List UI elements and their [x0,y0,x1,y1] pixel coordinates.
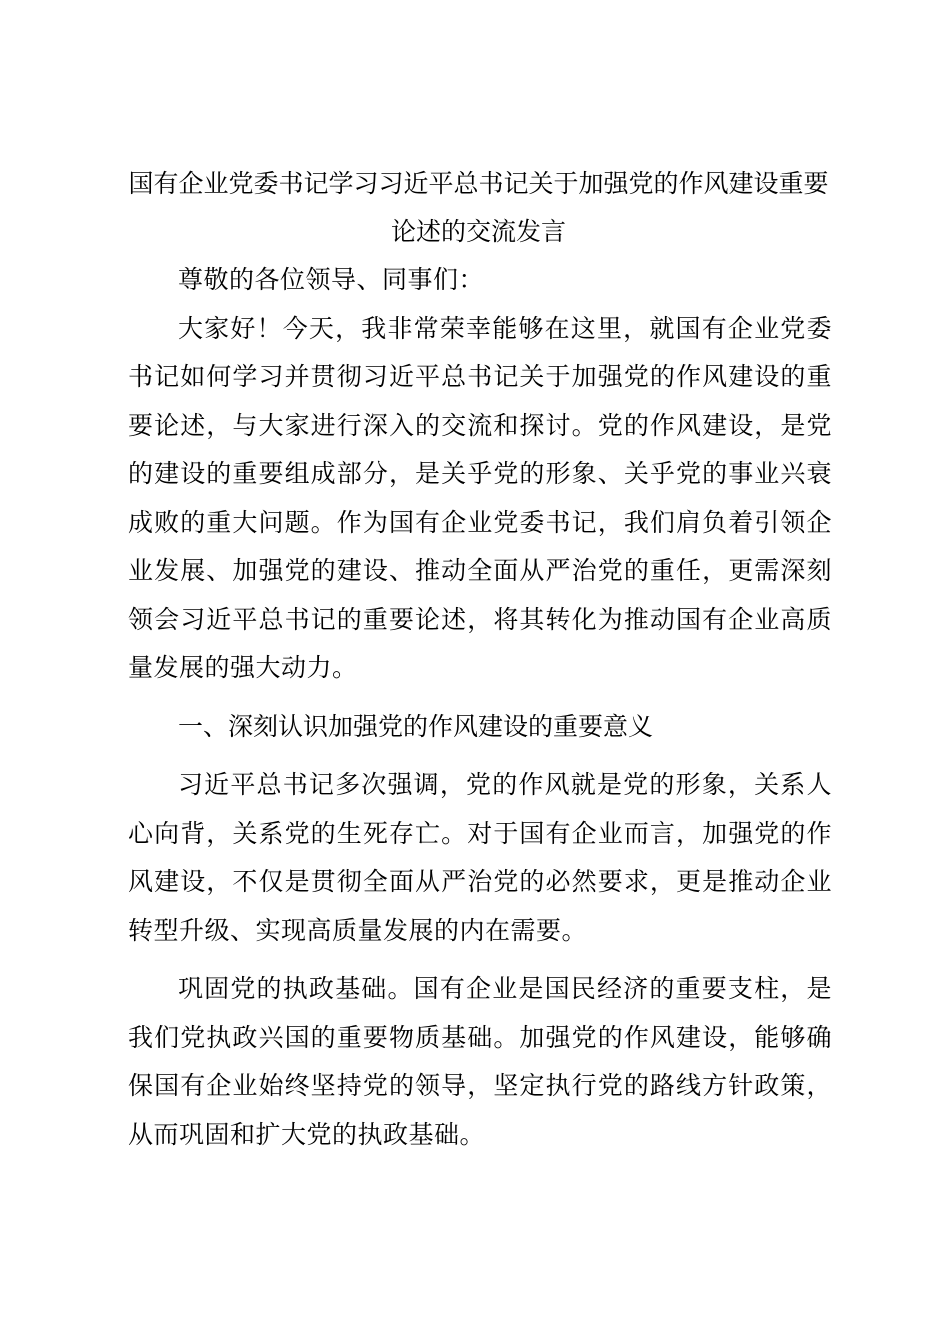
spacer [128,751,832,761]
document-body [128,160,832,1159]
section-heading: 一、深刻认识加强党的作风建设的重要意义 [178,711,654,741]
intro-paragraph: 大家好！今天，我非常荣幸能够在这里，就国有企业党委书记如何学习并贯彻习近平总书记关于加强党的作风建设的重要论述，与大家进行深入的交流和探讨。党的作风建设，是党的建设的重要组成部分，是关乎党的形象、关乎党的事业兴衰成败的重大问题。作为国有企业党委书记，我们肩负着引领企业发展、加强党的建设、推动全面从严治党的重任，更需深刻领会习近平总书记的重要论述，将其转化为推动国有企业高质量发展的强大动力。 [128,313,832,682]
spacer [128,693,832,703]
section-paragraph: 习近平总书记多次强调，党的作风就是党的形象，关系人心向背，关系党的生死存亡。对于国有企业而言，加强党的作风建设，不仅是贯彻全面从严治党的必然要求，更是推动企业转型升级、实现高质量发展的内在需要。 [128,770,832,945]
spacer [128,955,832,965]
document-title: 国有企业党委书记学习习近平总书记关于加强党的作风建设重要论述的交流发言 [128,169,829,246]
section-paragraph: 巩固党的执政基础。国有企业是国民经济的重要支柱，是我们党执政兴国的重要物质基础。加强党的作风建设，能够确保国有企业始终坚持党的领导，坚定执行党的路线方针政策，从而巩固和扩大党的执政基础。 [128,974,832,1149]
salutation: 尊敬的各位领导、同事们： [178,265,485,294]
